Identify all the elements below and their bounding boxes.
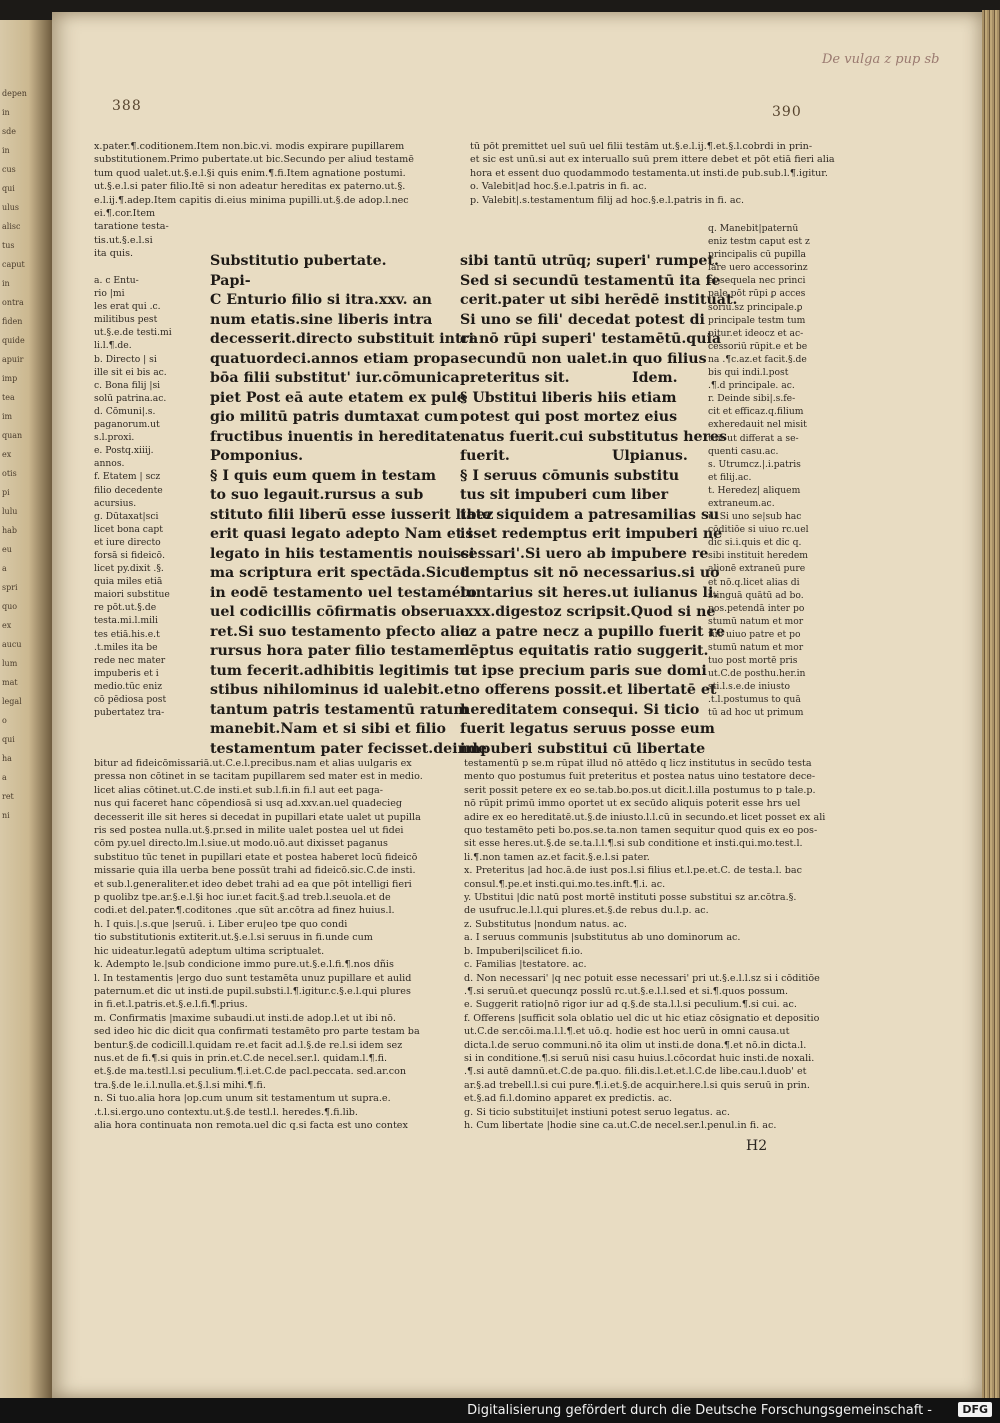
section-heading: Substitutio pubertate. (210, 253, 387, 269)
text-line: z. Substitutus |nondum natus. ac. (464, 918, 627, 930)
text-line: extraneum.ac. (708, 497, 775, 509)
text-line: r. Deinde sibi|.s.fe- (708, 393, 796, 405)
text-line: alionē extraneū pure (708, 563, 806, 575)
text-line: g. Si ticio substitui|et instiuni potest seruo legatus. ac. (464, 1106, 730, 1118)
text-line: dēptus equitatis ratio suggerit. (460, 643, 709, 659)
text-line: § I quis eum quem in testam (210, 467, 436, 484)
text-line: f. Etatem | scz (94, 471, 161, 483)
text-line: Pomponius. (210, 448, 304, 464)
text-line: tus (2, 241, 15, 250)
text-line: manebit.Nam et si sibi et filio (210, 721, 446, 737)
text-line: stinguā quātū ad bo. (708, 589, 804, 601)
text-line: quia miles etiā (94, 576, 163, 588)
text-line: e. Suggerit ratio|nō rigor iur ad q.§.de sta.l.l.si peculium.¶.si cui. ac. (464, 999, 797, 1011)
text-line: rursus hora pater filio testamen (210, 643, 465, 659)
text-line: les erat qui .c. (94, 301, 161, 313)
text-line: ille sit ei bis ac. (94, 366, 167, 378)
text-line: testamentū p se.m rūpat illud nō attēdo q licz institutus in secūdo testa (464, 758, 812, 769)
text-line: paganorum.ut (94, 419, 160, 431)
text-line: substituo tūc tenet in pupillari etate et postea haberet locū fideicō (94, 851, 418, 863)
text-line: k. Adempto le.|sub condicione immo pure.ut.§.e.l.fi.¶.nos dñis (94, 959, 394, 971)
text-line: .¶.si seruū.et quecunqz posslū rc.ut.§.e.l.l.sed et si.¶.quos possum. (464, 985, 789, 997)
text-line: ma scriptura erit spectāda.Sicut (210, 565, 467, 581)
text-line: Sed si secundū testamentū ita fe (460, 272, 721, 289)
text-line: lulu (2, 507, 18, 516)
text-line: cōm py.uel directo.lm.l.siue.ut modo.uō.aut dixisset paganus (94, 838, 388, 850)
text-line: tes etiā.his.e.t (94, 628, 160, 640)
right-page (52, 12, 982, 1398)
text-line: ulus (2, 203, 19, 212)
text-line: § I seruus cōmunis substitu (460, 467, 680, 484)
text-line: fructibus inuentis in hereditate. (210, 428, 466, 445)
text-line: filio decedente (94, 484, 163, 496)
folio-right: 390 (772, 104, 802, 120)
text-line: et sequela nec princi (708, 275, 806, 287)
text-line: erit quasi legato adepto Nam et i (210, 526, 473, 542)
text-line: fiden (2, 317, 23, 326)
text-line: li.¶.non tamen az.et facit.§.e.l.si pater. (464, 851, 650, 863)
text-line: maiori substitue (94, 589, 170, 601)
text-line: stituto filii liberū esse iusserit libez (210, 506, 494, 523)
text-line: natus fuerit.cui substitutus heres (460, 428, 728, 445)
text-line: a (2, 564, 7, 573)
folio-left: 388 (112, 98, 142, 114)
gloss-top-left (94, 140, 484, 261)
text-line: ret.Si suo testamento pfecto alia (210, 623, 470, 640)
text-line: secundū non ualet.in quo filius (460, 350, 707, 367)
text-line: h. Cum libertate |hodie sine ca.ut.C.de necel.ser.l.penul.in fi. ac. (464, 1119, 777, 1131)
text-line: hora et essent duo quodammodo testamenta.ut insti.de pub.sub.l.¶.igitur. (470, 167, 828, 179)
text-line: sti.l.s.e.de iniusto (708, 681, 791, 693)
text-line: num etatis.sine liberis intra (210, 311, 433, 328)
text-line: o (2, 716, 7, 725)
text-line: rio |mi (94, 288, 125, 300)
text-line: rede nec mater (94, 654, 166, 666)
text-line: quo testamēto peti bo.pos.se.ta.non tamen sequitur quod quis ex eo pos- (464, 825, 818, 837)
text-line: cessari'.Si uero ab impubere re (460, 545, 709, 562)
text-line: missarie quia illa uerba bene possūt trahi ad fideicō.sic.C.de insti. (94, 865, 416, 877)
text-line: pi (2, 488, 10, 497)
text-line: pressa non cōtinet in se tacitam pupillarem sed mater est in medio. (94, 771, 423, 783)
text-line: ut.C.de ser.cōi.ma.l.l.¶.et uō.q. hodie est hoc uerū in omni causa.ut (464, 1026, 790, 1038)
text-line: tuo uiuo patre et po (708, 628, 801, 640)
text-line: sde (2, 127, 16, 136)
footer-bar (0, 1398, 1000, 1423)
text-line: paternum.et dic ut insti.de pupil.substi.l.¶.igitur.c.§.e.l.qui plures (94, 985, 411, 997)
text-line: ei.¶.cor.Item (94, 208, 156, 220)
text-line: hic uideatur.legatū adeptum ultima scriptualet. (94, 945, 325, 957)
text-line: in (2, 279, 10, 288)
book-edge (982, 10, 1000, 1398)
text-line: e. Postq.xiiij. (94, 445, 154, 457)
gloss-bottom-left (94, 757, 466, 1132)
gloss-top-right (470, 140, 835, 207)
text-line: ut.C.de posthu.her.in (708, 668, 806, 680)
text-line: in eodē testamento uel testaméto (210, 584, 477, 601)
text-line: tus sit impuberi cum liber (460, 487, 669, 503)
text-line: sit esse heres.ut.§.de se.ta.l.l.¶.si sub conditione et insti.qui.mo.test.l. (464, 838, 803, 850)
text-line: quatuordeci.annos etiam propa (210, 350, 460, 367)
text-line: et.§.ad fi.l.domino apparet ex predictis. ac. (464, 1093, 673, 1105)
left-page-fragment (2, 80, 46, 1180)
text-line: ut ipse precium paris sue domi (460, 662, 707, 679)
text-line: decesserit ille sit heres si decedat in pupillari etate ualet ut pupilla (94, 811, 421, 823)
text-line: q. Manebit|paternū (708, 223, 799, 234)
text-line: demptus sit nō necessarius.si uo (460, 565, 720, 581)
text-line: ut.§.e.l.si pater filio.Itē si non adeatur hereditas ex paterno.ut.§. (94, 181, 406, 193)
text-line: militibus pest (94, 314, 158, 326)
text-line: tis.ut.§.e.l.si (94, 234, 153, 246)
text-line: stumū natum et mor (708, 615, 804, 627)
text-line: tantum patris testamentū ratum (210, 701, 469, 718)
text-line: quenti casu.ac. (708, 445, 779, 457)
text-line: m. Confirmatis |maxime subaudi.ut insti.de adop.l.et ut ibi nō. (94, 1012, 396, 1024)
text-line: imp (2, 374, 18, 383)
text-line: s. Utrumcz.|.i.patris (708, 458, 801, 470)
text-line: et filij.ac. (708, 471, 752, 483)
text-line: pitur.et ideocz et ac- (708, 327, 804, 339)
text-line: dic si.i.quis et dic q. (708, 537, 802, 549)
text-line: fuerit. (460, 448, 510, 464)
text-line: C Enturio filio si itra.xxv. an (210, 292, 432, 308)
text-line: d. Cōmuni|.s. (94, 405, 156, 417)
text-line: o. Valebit|ad hoc.§.e.l.patris in fi. ac. (470, 181, 647, 193)
text-line: tea (2, 393, 15, 402)
text-line: p. Valebit|.s.testamentum filij ad hoc.§.e.l.patris in fi. ac. (470, 194, 745, 206)
text-line: impuberi substitui cū libertate (460, 740, 706, 757)
text-line: n. Si tuo.alia hora |op.cum unum sit testamentum ut supra.e. (94, 1093, 391, 1105)
text-line: forsā si fideicō. (94, 549, 165, 561)
text-line: ex (2, 450, 12, 459)
text-line: stumū natum et mor (708, 642, 804, 653)
text-line: tuit ut differat a se- (708, 432, 799, 444)
text-line: sed ideo hic dic dicit qua confirmati testamēto pro parte testam ba (94, 1026, 420, 1038)
text-line: im (2, 412, 13, 421)
text-line: consul.¶.pe.et insti.qui.mo.tes.inft.¶.i. ac. (464, 878, 666, 890)
text-line: impuberis et i (94, 667, 159, 679)
text-line: hereditatem consequi. Si ticio (460, 701, 700, 718)
text-line: ret (2, 792, 14, 801)
text-line: depen (2, 89, 27, 98)
text-line: ris sed postea nulla.ut.§.pr.sed in milite ualet postea uel ut fidei (94, 825, 404, 837)
text-line: in (2, 108, 10, 117)
text-line: quan (2, 431, 23, 440)
text-line: de usufruc.le.l.l.qui plures.et.§.de rebus du.l.p. ac. (464, 905, 709, 917)
text-line: testamentum pater fecisset.deinde (210, 740, 487, 757)
text-line: .xxx.digestoz scripsit.Quod si ne (460, 604, 716, 620)
text-line: mento quo postumus fuit preteritus et postea natus uino testatore dece- (464, 771, 816, 783)
gloss-left-margin (94, 274, 202, 719)
text-line: .t.l.si.ergo.uno contextu.ut.§.de testl.l. heredes.¶.fi.lib. (94, 1106, 358, 1118)
attribution-ulpianus: Ulpianus. (612, 448, 688, 464)
text-line: ontra (2, 298, 24, 307)
text-line: mat (2, 678, 18, 687)
text-line: qui (2, 735, 15, 744)
text-line: to suo legauit.rursus a sub (210, 487, 424, 503)
text-line: cerit.pater ut sibi herēdē instituat. (460, 292, 738, 308)
text-line: pos.petendā inter po (708, 602, 805, 614)
text-line: alisc (2, 222, 21, 231)
text-line: legato in hiis testamentis nouissi (210, 545, 475, 562)
text-line: u. Si uno se|sub hac (708, 511, 802, 523)
text-line: ex (2, 621, 12, 630)
text-line: sibi tantū utrūq; superi' rumpet. (460, 253, 719, 269)
text-line: re pōt.ut.§.de (94, 602, 157, 614)
text-line: adire ex eo hereditatē.ut.§.de iniusto.l.l.cū in secundo.et licet posset ex ali (464, 811, 826, 823)
text-line: cō pēdiosa post (94, 694, 167, 705)
text-line: potest qui post mortez eius (460, 409, 678, 425)
text-line: nus.et de fi.¶.si quis in prin.et.C.de necel.ser.l. quidam.l.¶.fi. (94, 1052, 388, 1064)
text-line: bōa filii substitut' iur.cōmunica (210, 370, 460, 386)
text-line: aucu (2, 640, 22, 649)
text-line: cōditiōe si uiuo rc.uel (708, 524, 809, 536)
text-line: ut.§.e.de testi.mi (94, 327, 172, 339)
text-line: ci nō rūpi superi' testamētū.quia (460, 331, 722, 347)
signature-mark: H2 (746, 1138, 768, 1154)
text-line: no offerens possit.et libertatē et (460, 682, 717, 698)
text-line: in (2, 146, 10, 155)
text-line: uel codicillis cōfirmatis obserua (210, 604, 465, 620)
text-line: licet py.dixit .§. (94, 563, 164, 575)
text-line: li.l.¶.de. (94, 340, 132, 352)
text-line: c. Bona filij |si (94, 379, 161, 391)
text-line: a. c Entu- (94, 275, 139, 286)
text-line: p quolibz tpe.ar.§.e.l.§i hoc iur.et facit.§.ad treb.l.seuola.et de (94, 892, 391, 904)
text-line: solū patrina.ac. (94, 392, 167, 404)
text-line: qui (2, 184, 15, 193)
footer-credit: Digitalisierung gefördert durch die Deutsche Forschungsgemeinschaft - (467, 1403, 932, 1418)
text-line: e.l.ij.¶.adep.Item capitis di.eius minima pupilli.ut.§.de adop.l.nec (94, 194, 409, 206)
text-line: ita quis. (94, 248, 134, 260)
text-line: cessoriū rūpit.e et be (708, 340, 808, 352)
text-line: medio.tūc eniz (94, 680, 163, 692)
text-line: s.l.proxi. (94, 432, 135, 444)
text-line: taratione testa- (94, 221, 169, 233)
text-line: pubertatez tra- (94, 707, 165, 719)
text-line: dicta.l.de seruo communi.nō ita olim ut insti.de dona.¶.et nō.in dicta.l. (464, 1039, 807, 1051)
text-line: hab (2, 526, 18, 535)
text-line: .t.miles ita be (94, 641, 158, 653)
text-line: in fi.et.l.patris.et.§.e.l.fi.¶.prius. (94, 999, 248, 1011)
text-line: a. I seruus communis |substitutus ab uno dominorum ac. (464, 932, 741, 944)
text-line: decesserit.directo substituit intra (210, 331, 479, 347)
text-line: tum fecerit.adhibitis legitimis te (210, 662, 470, 679)
text-line: eniz testm caput est z (708, 236, 810, 248)
text-line: bitur ad fideicōmissariā.ut.C.e.l.precibus.nam et alias uulgaris ex (94, 758, 412, 769)
text-line: tio substitutionis extiterit.ut.§.e.l.si seruus in fi.unde cum (94, 932, 373, 944)
text-line: § Ubstitui liberis hiis etiam (460, 389, 677, 406)
text-line: b. Impuberi|scilicet fi.io. (464, 945, 583, 957)
text-line: quo (2, 602, 18, 611)
text-line: preteritus sit. (460, 370, 570, 386)
text-line: acursius. (94, 497, 137, 509)
gloss-bottom-right (464, 757, 839, 1132)
text-line: licet alias cōtinet.ut.C.de insti.et sub.l.fi.in fi.l aut eet paga- (94, 784, 383, 796)
left-page-edge (0, 20, 52, 1398)
text-line: .t.l.postumus to quā (708, 694, 801, 706)
text-line: alia hora continuata non remota.uel dic q.si facta est uno contex (94, 1119, 408, 1131)
text-line: gio militū patris dumtaxat cum (210, 409, 459, 425)
text-line: stibus nihilominus id ualebit.et (210, 682, 460, 698)
text-line: lum (2, 659, 18, 668)
text-line: f. Offerens |sufficit sola oblatio uel dic ut hic etiaz cōsignatio et depositio (464, 1012, 820, 1024)
text-line: Papi- (210, 272, 251, 289)
text-line: serit possit petere ex eo se.tab.bo.pos.ut dicit.l.illa postumus to p tale.p. (464, 784, 816, 796)
text-line: nus qui faceret hanc cōpendiosā si usq ad.xxv.an.uel quadecieg (94, 798, 403, 810)
text-line: a (2, 773, 7, 782)
text-line: bis qui indi.l.post (708, 367, 789, 379)
text-line: c. Familias |testatore. ac. (464, 959, 587, 971)
attribution-idem: Idem. (632, 370, 678, 386)
text-line: x. Preteritus |ad hoc.ā.de iust pos.l.si filius et.l.pe.et.C. de testa.l. bac (464, 865, 802, 877)
text-line: ha (2, 754, 12, 763)
text-line: fuerit legatus seruus posse eum (460, 721, 715, 737)
text-line: bentur.§.de codicill.l.quidam re.et facit ad.l.§.de re.l.si idem sez (94, 1039, 403, 1051)
text-line: principale testm tum (708, 314, 806, 326)
text-line: d. Non necessari' |q nec potuit esse necessari' pri ut.§.e.l.l.sz si i cōditiōe (464, 972, 820, 984)
text-line: na .¶c.az.et facit.§.de (708, 353, 807, 365)
text-line: si in conditione.¶.si seruū nisi casu huius.l.cōcordat huic insti.de noxali. (464, 1052, 815, 1064)
text-line: licet bona capt (94, 523, 163, 535)
text-line: cus (2, 165, 16, 174)
text-line: et iure directo (94, 536, 161, 548)
text-line: pale pōt rūpi ꝑ acces (708, 288, 806, 300)
text-line: principalis cū pupilla (708, 249, 807, 261)
text-line: soriū.sz principale.ꝑ (708, 301, 803, 313)
text-line: t. Heredez| aliquem (708, 484, 801, 496)
text-line: lare uero accessorinz (708, 262, 808, 274)
text-line: testa.mi.l.mili (94, 615, 158, 627)
text-line: .¶.si autē damnū.et.C.de pa.quo. fili.dis.l.et.et.l.C.de libe.cau.l.duob' et (464, 1066, 807, 1078)
text-line: .¶.d principale. ac. (708, 380, 795, 392)
dfg-logo: DFG (958, 1402, 992, 1417)
text-line: tuo post mortē pris (708, 655, 798, 667)
text-line: otis (2, 469, 17, 478)
text-line: tate siquidem a patresamilias su (460, 506, 720, 523)
text-line: exheredauit nel misit (708, 419, 807, 431)
text-line: quide (2, 336, 25, 345)
text-line: et.§.de ma.testl.l.si peculium.¶.i.et.C.de pacl.peccata. sed.ar.con (94, 1066, 407, 1078)
text-line: substitutionem.Primo pubertate.ut bic.Secundo per aliud testamē (94, 154, 414, 166)
text-line: et nō.q.licet alias di (708, 576, 800, 588)
text-line: nō rūpit primū immo oportet ut ex secūdo aliquis poterit esse hrs uel (464, 798, 801, 810)
gloss-right-margin (708, 222, 828, 720)
text-line: eu (2, 545, 12, 554)
text-line: tū ad hoc ut primum (708, 707, 804, 719)
text-line: tum quod ualet.ut.§.e.l.§i quis enim.¶.fi.Item agnatione postumi. (94, 167, 406, 179)
text-line: tū pōt premittet uel suū uel filii testām ut.§.e.l.ij.¶.et.§.l.cobrdi in prin- (470, 141, 813, 152)
text-line: ar.§.ad trebell.l.si cui pure.¶.i.et.§.de acquir.here.l.si quis seruū in prin. (464, 1079, 810, 1091)
text-line: apuir (2, 355, 24, 364)
text-line: spri (2, 583, 18, 592)
text-line: annos. (94, 458, 125, 470)
text-line: cit et efficaz.q.filium (708, 406, 804, 418)
handwritten-note: De vulga z pup sb (822, 52, 940, 67)
text-line: piet Post eā aute etatem ex pule (210, 389, 466, 406)
text-line: et sub.l.generaliter.et ideo debet trahi ad ea que pōt intelligi fieri (94, 878, 412, 890)
text-line: codi.et del.pater.¶.coditones .que sūt ar.cōtra ad finez huius.l. (94, 905, 395, 917)
text-line: x.pater.¶.coditionem.Item non.bic.vi. modis expirare pupillarem (94, 141, 405, 152)
text-line: sibi instituit heredem (708, 550, 808, 562)
text-line: l. In testamentis |ergo duo sunt testamēta unuz pupillare et aulid (94, 972, 412, 984)
text-line: h. I quis.|.s.que |seruū. i. Liber eru|eo tpe quo condi (94, 918, 348, 930)
text-line: et sic est unū.si aut ex interuallo suū prem ittere debet et pōt etiā fieri alia (470, 154, 835, 166)
text-line: caput (2, 260, 25, 269)
text-line: b. Directo | si (94, 353, 157, 365)
text-line: isset redemptus erit impuberi ne (460, 526, 723, 542)
text-line: Si uno se fili' decedat potest di (460, 311, 705, 328)
text-line: legal (2, 697, 22, 706)
text-line: g. Dūtaxat|sci (94, 510, 159, 522)
text-line: ni (2, 811, 10, 820)
text-line: luntarius sit heres.ut iulianus li. (460, 584, 719, 601)
text-line: tra.§.de le.i.l.nulla.et.§.l.si mihi.¶.fi. (94, 1079, 266, 1091)
text-line: cz a patre necz a pupillo fuerit re (460, 623, 726, 640)
text-line: y. Ubstitui |dic natū post mortē instituti posse substitui sz ar.cōtra.§. (464, 892, 797, 904)
